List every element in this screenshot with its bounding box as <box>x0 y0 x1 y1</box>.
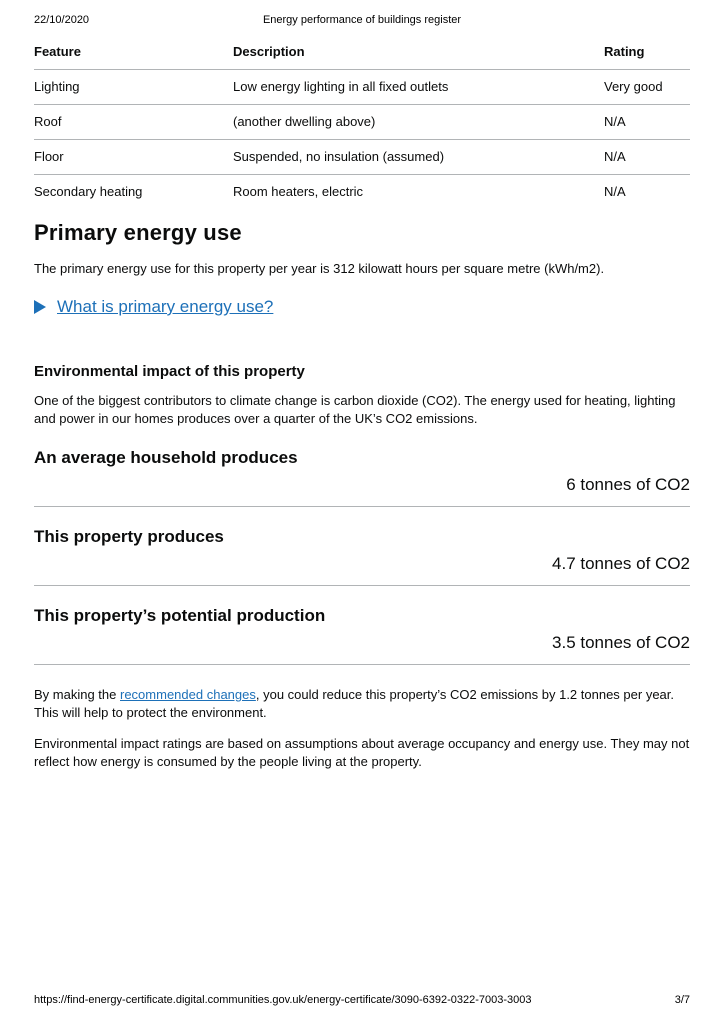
reduction-text-after: , you could reduce this property’s CO2 emissions by 1.2 tonnes per year. This will help to protect the environment. <box>34 687 675 720</box>
table-row <box>34 70 690 105</box>
stat-block-potential-production <box>34 606 690 665</box>
document-title: Energy performance of buildings register <box>262 14 462 26</box>
divider <box>34 506 690 507</box>
primary-energy-heading: Primary energy use <box>34 220 242 245</box>
table-row <box>34 175 690 209</box>
table-row <box>34 140 690 175</box>
column-header-rating: Rating <box>604 44 645 59</box>
stat-block-average-household <box>34 448 690 507</box>
cell-rating: N/A <box>604 114 626 129</box>
stat-value: 3.5 tonnes of CO2 <box>552 633 690 652</box>
divider <box>34 664 690 665</box>
cell-rating: Very good <box>604 79 663 94</box>
cell-feature: Roof <box>34 114 62 129</box>
stat-value: 4.7 tonnes of CO2 <box>552 554 690 573</box>
column-header-description: Description <box>233 44 305 59</box>
details-disclosure[interactable] <box>34 297 690 317</box>
cell-feature: Secondary heating <box>34 184 143 199</box>
cell-description: Suspended, no insulation (assumed) <box>233 149 445 164</box>
features-table <box>34 44 690 209</box>
cell-description: (another dwelling above) <box>233 114 376 129</box>
stat-value: 6 tonnes of CO2 <box>566 475 690 494</box>
print-footer <box>34 994 690 1006</box>
triangle-right-icon <box>34 300 46 314</box>
stat-label: This property’s potential production <box>34 606 326 625</box>
environmental-impact-heading: Environmental impact of this property <box>34 363 305 380</box>
cell-description: Low energy lighting in all fixed outlets <box>233 79 449 94</box>
stat-block-property-produces <box>34 527 690 586</box>
column-header-feature: Feature <box>34 44 81 59</box>
recommended-changes-link[interactable]: recommended changes <box>120 687 256 702</box>
print-date: 22/10/2020 <box>34 14 90 26</box>
environmental-impact-intro: One of the biggest contributors to climate change is carbon dioxide (CO2). The energy used for heating, lighting and power in our homes produces over a quarter of the UK’s CO2 emissions. <box>34 393 676 426</box>
cell-feature: Floor <box>34 149 64 164</box>
page-indicator: 3/7 <box>674 994 690 1006</box>
footer-url: https://find-energy-certificate.digital.communities.gov.uk/energy-certificate/3090-6392-0322-7003-3003 <box>34 994 532 1006</box>
table-header-row <box>34 44 690 70</box>
ratings-note-paragraph: Environmental impact ratings are based on assumptions about average occupancy and energy use. They may not reflect how energy is consumed by the people living at the property. <box>34 736 690 769</box>
stat-label: An average household produces <box>34 448 298 467</box>
stat-label: This property produces <box>34 527 224 546</box>
primary-energy-body: The primary energy use for this property per year is 312 kilowatt hours per square metre (kWh/m2). <box>34 261 605 276</box>
cell-rating: N/A <box>604 149 626 164</box>
cell-rating: N/A <box>604 184 626 199</box>
cell-description: Room heaters, electric <box>233 184 364 199</box>
table-row <box>34 105 690 140</box>
cell-feature: Lighting <box>34 79 80 94</box>
divider <box>34 585 690 586</box>
reduction-text-before: By making the <box>34 687 120 702</box>
what-is-primary-energy-use-link[interactable]: What is primary energy use? <box>57 297 274 316</box>
print-header <box>34 0 690 27</box>
reduction-paragraph <box>34 686 690 722</box>
